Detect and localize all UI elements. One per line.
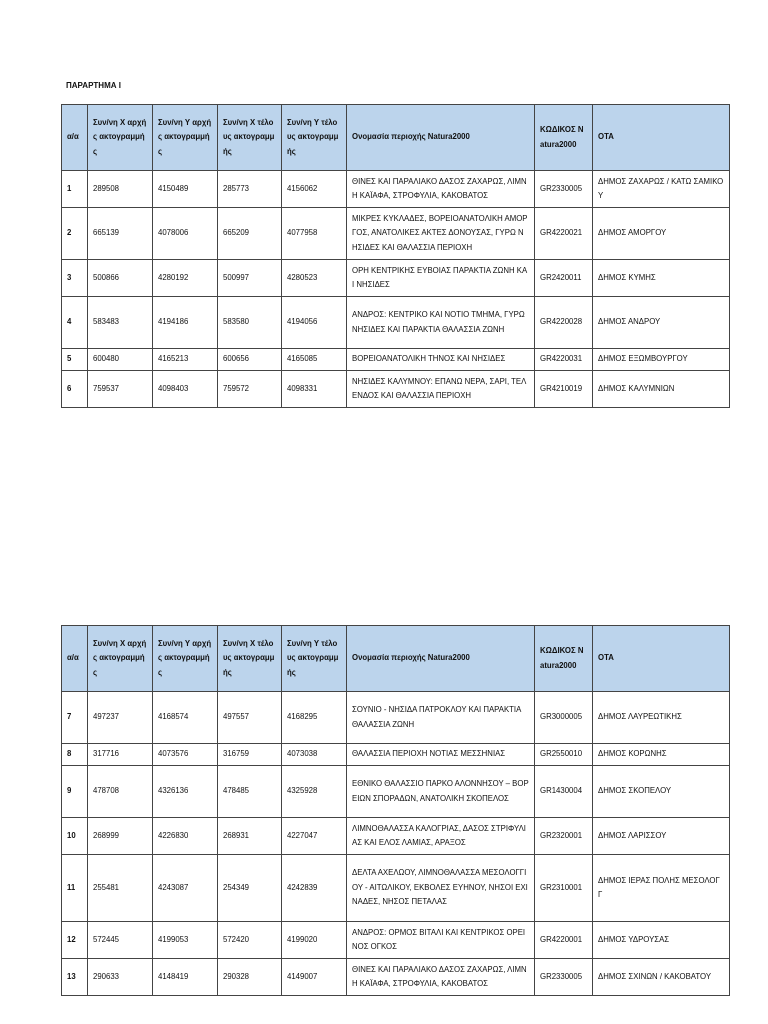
header-aa: α/α (62, 626, 88, 692)
header-y-start: Συν/νη Υ αρχής ακτογραμμής (153, 105, 218, 171)
header-aa: α/α (62, 105, 88, 171)
cell-y-end: 4073038 (282, 744, 347, 766)
cell-aa: 9 (62, 766, 88, 818)
header-x-end: Συν/νη Χ τέλους ακτογραμμής (218, 626, 282, 692)
cell-x-end: 478485 (218, 766, 282, 818)
cell-aa: 1 (62, 171, 88, 208)
cell-x-start: 572445 (88, 922, 153, 959)
cell-aa: 3 (62, 260, 88, 297)
table-row (62, 922, 730, 959)
cell-y-start: 4078006 (153, 208, 218, 260)
cell-area-name: ΟΡΗ ΚΕΝΤΡΙΚΗΣ ΕΥΒΟΙΑΣ ΠΑΡΑΚΤΙΑ ΖΩΝΗ ΚΑΙ ΝΗΣΙΔΕΣ (347, 260, 535, 297)
cell-area-name: ΜΙΚΡΕΣ ΚΥΚΛΑΔΕΣ, ΒΟΡΕΙΟΑΝΑΤΟΛΙΚΗ ΑΜΟΡΓΟΣ, ΑΝΑΤΟΛΙΚΕΣ ΑΚΤΕΣ ΔΟΝΟΥΣΑΣ, ΓΥΡΩ ΝΗΣΙΔΕΣ ΚΑΙ ΘΑΛΑΣΣΙΑ ΠΕΡΙΟΧΗ (347, 208, 535, 260)
cell-y-start: 4326136 (153, 766, 218, 818)
cell-y-start: 4168574 (153, 692, 218, 744)
cell-natura-code: GR2420011 (535, 260, 593, 297)
cell-ota: ΔΗΜΟΣ ΕΞΩΜΒΟΥΡΓΟΥ (593, 349, 730, 371)
cell-ota: ΔΗΜΟΣ ΑΝΔΡΟΥ (593, 297, 730, 349)
cell-y-end: 4242839 (282, 855, 347, 922)
cell-x-end: 583580 (218, 297, 282, 349)
cell-x-start: 317716 (88, 744, 153, 766)
header-x-start: Συν/νη Χ αρχής ακτογραμμής (88, 626, 153, 692)
cell-y-end: 4168295 (282, 692, 347, 744)
cell-ota: ΔΗΜΟΣ ΚΟΡΩΝΗΣ (593, 744, 730, 766)
cell-x-start: 290633 (88, 959, 153, 996)
cell-x-end: 600656 (218, 349, 282, 371)
cell-area-name: ΘΙΝΕΣ ΚΑΙ ΠΑΡΑΛΙΑΚΟ ΔΑΣΟΣ ΖΑΧΑΡΩΣ, ΛΙΜΝΗ ΚΑΪΑΦΑ, ΣΤΡΟΦΥΛΙΑ, ΚΑΚΟΒΑΤΟΣ (347, 959, 535, 996)
cell-natura-code: GR2330005 (535, 959, 593, 996)
cell-y-end: 4194056 (282, 297, 347, 349)
table-row (62, 744, 730, 766)
cell-x-start: 255481 (88, 855, 153, 922)
table-row (62, 297, 730, 349)
header-area-name: Ονομασία περιοχής Natura2000 (347, 105, 535, 171)
cell-aa: 6 (62, 371, 88, 408)
cell-aa: 13 (62, 959, 88, 996)
cell-x-end: 665209 (218, 208, 282, 260)
cell-area-name: ΘΑΛΑΣΣΙΑ ΠΕΡΙΟΧΗ ΝΟΤΙΑΣ ΜΕΣΣΗΝΙΑΣ (347, 744, 535, 766)
cell-ota: ΔΗΜΟΣ ΑΜΟΡΓΟΥ (593, 208, 730, 260)
header-natura-code: ΚΩΔΙΚΟΣ Natura2000 (535, 105, 593, 171)
cell-natura-code: GR4210019 (535, 371, 593, 408)
cell-aa: 7 (62, 692, 88, 744)
cell-y-end: 4077958 (282, 208, 347, 260)
cell-x-start: 583483 (88, 297, 153, 349)
cell-area-name: ΕΘΝΙΚΟ ΘΑΛΑΣΣΙΟ ΠΑΡΚΟ ΑΛΟΝΝΗΣΟΥ – ΒΟΡΕΙΩΝ ΣΠΟΡΑΔΩΝ, ΑΝΑΤΟΛΙΚΗ ΣΚΟΠΕΛΟΣ (347, 766, 535, 818)
cell-y-end: 4227047 (282, 818, 347, 855)
cell-natura-code: GR1430004 (535, 766, 593, 818)
cell-natura-code: GR4220031 (535, 349, 593, 371)
header-ota: ΟΤΑ (593, 105, 730, 171)
cell-ota: ΔΗΜΟΣ ΛΑΡΙΣΣΟΥ (593, 818, 730, 855)
table-row (62, 959, 730, 996)
cell-y-end: 4165085 (282, 349, 347, 371)
cell-x-start: 289508 (88, 171, 153, 208)
header-y-start: Συν/νη Υ αρχής ακτογραμμής (153, 626, 218, 692)
cell-ota: ΔΗΜΟΣ ΚΑΛΥΜΝΙΩΝ (593, 371, 730, 408)
cell-natura-code: GR2310001 (535, 855, 593, 922)
cell-x-end: 285773 (218, 171, 282, 208)
cell-y-start: 4194186 (153, 297, 218, 349)
cell-x-start: 497237 (88, 692, 153, 744)
table-row (62, 766, 730, 818)
cell-aa: 8 (62, 744, 88, 766)
cell-y-end: 4156062 (282, 171, 347, 208)
cell-x-start: 665139 (88, 208, 153, 260)
cell-x-start: 759537 (88, 371, 153, 408)
cell-ota: ΔΗΜΟΣ ΙΕΡΑΣ ΠΟΛΗΣ ΜΕΣΟΛΟΓΓ (593, 855, 730, 922)
cell-ota: ΔΗΜΟΣ ΖΑΧΑΡΩΣ / ΚΑΤΩ ΣΑΜΙΚΟΥ (593, 171, 730, 208)
cell-natura-code: GR4220028 (535, 297, 593, 349)
header-y-end: Συν/νη Υ τέλους ακτογραμμής (282, 626, 347, 692)
cell-y-start: 4226830 (153, 818, 218, 855)
cell-ota: ΔΗΜΟΣ ΚΥΜΗΣ (593, 260, 730, 297)
table-header-row (62, 105, 730, 171)
table-row (62, 349, 730, 371)
cell-natura-code: GR3000005 (535, 692, 593, 744)
cell-x-end: 572420 (218, 922, 282, 959)
cell-x-start: 500866 (88, 260, 153, 297)
cell-x-end: 497557 (218, 692, 282, 744)
header-x-start: Συν/νη Χ αρχής ακτογραμμής (88, 105, 153, 171)
cell-y-start: 4073576 (153, 744, 218, 766)
cell-area-name: ΑΝΔΡΟΣ: ΟΡΜΟΣ ΒΙΤΑΛΙ ΚΑΙ ΚΕΝΤΡΙΚΟΣ ΟΡΕΙΝΟΣ ΟΓΚΟΣ (347, 922, 535, 959)
cell-y-start: 4280192 (153, 260, 218, 297)
cell-area-name: ΑΝΔΡΟΣ: ΚΕΝΤΡΙΚΟ ΚΑΙ ΝΟΤΙΟ ΤΜΗΜΑ, ΓΥΡΩ ΝΗΣΙΔΕΣ ΚΑΙ ΠΑΡΑΚΤΙΑ ΘΑΛΑΣΣΙΑ ΖΩΝΗ (347, 297, 535, 349)
header-x-end: Συν/νη Χ τέλους ακτογραμμής (218, 105, 282, 171)
cell-area-name: ΣΟΥΝΙΟ - ΝΗΣΙΔΑ ΠΑΤΡΟΚΛΟΥ ΚΑΙ ΠΑΡΑΚΤΙΑ ΘΑΛΑΣΣΙΑ ΖΩΝΗ (347, 692, 535, 744)
table-header-row (62, 626, 730, 692)
cell-x-end: 268931 (218, 818, 282, 855)
cell-y-start: 4150489 (153, 171, 218, 208)
cell-natura-code: GR2320001 (535, 818, 593, 855)
cell-y-end: 4199020 (282, 922, 347, 959)
cell-y-end: 4149007 (282, 959, 347, 996)
cell-natura-code: GR4220001 (535, 922, 593, 959)
cell-aa: 4 (62, 297, 88, 349)
cell-y-start: 4199053 (153, 922, 218, 959)
cell-area-name: ΒΟΡΕΙΟΑΝΑΤΟΛΙΚΗ ΤΗΝΟΣ ΚΑΙ ΝΗΣΙΔΕΣ (347, 349, 535, 371)
cell-natura-code: GR2330005 (535, 171, 593, 208)
cell-y-start: 4148419 (153, 959, 218, 996)
table-row (62, 260, 730, 297)
cell-ota: ΔΗΜΟΣ ΛΑΥΡΕΩΤΙΚΗΣ (593, 692, 730, 744)
table-row (62, 818, 730, 855)
cell-aa: 10 (62, 818, 88, 855)
document-title: ΠΑΡΑΡΤΗΜΑ Ι (66, 81, 121, 90)
cell-aa: 12 (62, 922, 88, 959)
cell-x-end: 759572 (218, 371, 282, 408)
cell-x-start: 478708 (88, 766, 153, 818)
cell-ota: ΔΗΜΟΣ ΣΧΙΝΩΝ / ΚΑΚΟΒΑΤΟΥ (593, 959, 730, 996)
header-ota: ΟΤΑ (593, 626, 730, 692)
cell-y-end: 4098331 (282, 371, 347, 408)
cell-area-name: ΛΙΜΝΟΘΑΛΑΣΣΑ ΚΑΛΟΓΡΙΑΣ, ΔΑΣΟΣ ΣΤΡΙΦΥΛΙΑΣ ΚΑΙ ΕΛΟΣ ΛΑΜΙΑΣ, ΑΡΑΞΟΣ (347, 818, 535, 855)
table-row (62, 855, 730, 922)
header-area-name: Ονομασία περιοχής Natura2000 (347, 626, 535, 692)
cell-area-name: ΝΗΣΙΔΕΣ ΚΑΛΥΜΝΟΥ: ΕΠΑΝΩ ΝΕΡΑ, ΣΑΡΙ, ΤΕΛΕΝΔΟΣ ΚΑΙ ΘΑΛΑΣΣΙΑ ΠΕΡΙΟΧΗ (347, 371, 535, 408)
header-y-end: Συν/νη Υ τέλους ακτογραμμής (282, 105, 347, 171)
cell-aa: 11 (62, 855, 88, 922)
cell-x-start: 268999 (88, 818, 153, 855)
cell-aa: 2 (62, 208, 88, 260)
natura-table-2 (61, 625, 730, 996)
cell-x-start: 600480 (88, 349, 153, 371)
table-row (62, 208, 730, 260)
cell-ota: ΔΗΜΟΣ ΥΔΡΟΥΣΑΣ (593, 922, 730, 959)
natura-table-1 (61, 104, 730, 408)
cell-ota: ΔΗΜΟΣ ΣΚΟΠΕΛΟΥ (593, 766, 730, 818)
cell-x-end: 316759 (218, 744, 282, 766)
cell-y-end: 4280523 (282, 260, 347, 297)
cell-area-name: ΔΕΛΤΑ ΑΧΕΛΩΟΥ, ΛΙΜΝΟΘΑΛΑΣΣΑ ΜΕΣΟΛΟΓΓΙΟΥ - ΑΙΤΩΛΙΚΟΥ, ΕΚΒΟΛΕΣ ΕΥΗΝΟΥ, ΝΗΣΟΙ ΕΧΙΝΑΔΕΣ, ΝΗΣΟΣ ΠΕΤΑΛΑΣ (347, 855, 535, 922)
cell-area-name: ΘΙΝΕΣ ΚΑΙ ΠΑΡΑΛΙΑΚΟ ΔΑΣΟΣ ΖΑΧΑΡΩΣ, ΛΙΜΝΗ ΚΑΪΑΦΑ, ΣΤΡΟΦΥΛΙΑ, ΚΑΚΟΒΑΤΟΣ (347, 171, 535, 208)
cell-natura-code: GR2550010 (535, 744, 593, 766)
cell-x-end: 500997 (218, 260, 282, 297)
cell-y-end: 4325928 (282, 766, 347, 818)
table-row (62, 171, 730, 208)
cell-x-end: 290328 (218, 959, 282, 996)
header-natura-code: ΚΩΔΙΚΟΣ Natura2000 (535, 626, 593, 692)
cell-y-start: 4165213 (153, 349, 218, 371)
cell-x-end: 254349 (218, 855, 282, 922)
cell-y-start: 4243087 (153, 855, 218, 922)
cell-y-start: 4098403 (153, 371, 218, 408)
table-row (62, 371, 730, 408)
cell-natura-code: GR4220021 (535, 208, 593, 260)
cell-aa: 5 (62, 349, 88, 371)
table-row (62, 692, 730, 744)
